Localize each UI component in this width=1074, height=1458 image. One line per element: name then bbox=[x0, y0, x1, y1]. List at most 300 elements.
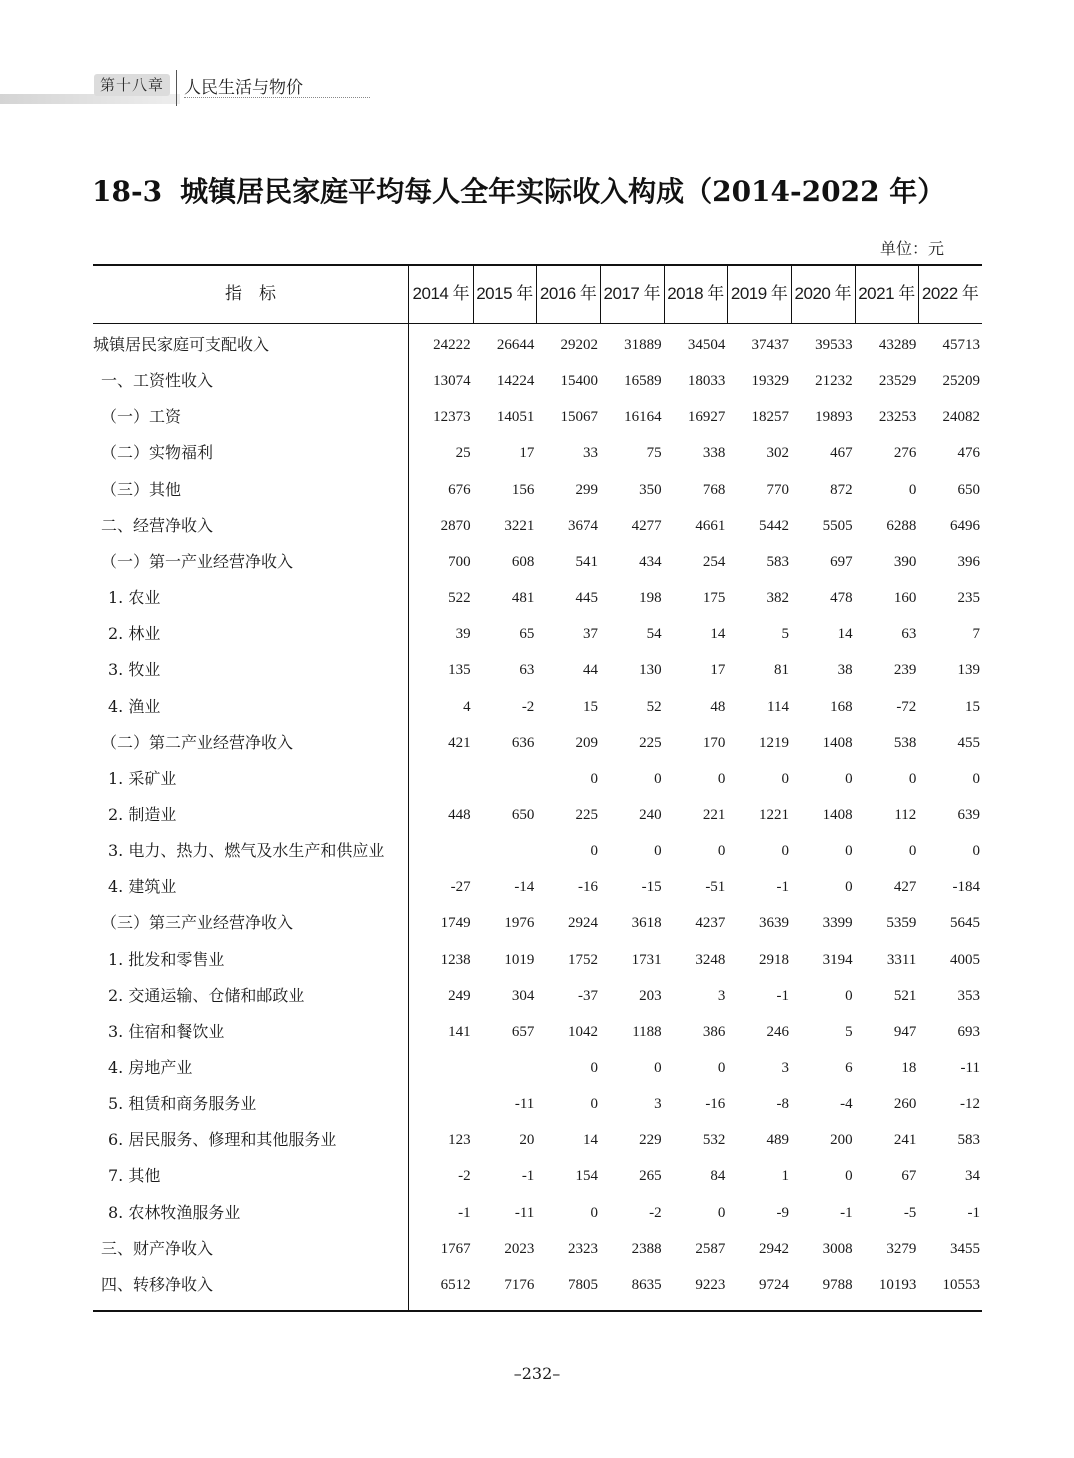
table-cell: 14 bbox=[837, 626, 853, 643]
table-cell: 0 bbox=[590, 843, 598, 860]
table-cell: 241 bbox=[893, 1132, 917, 1149]
page-number: –232– bbox=[513, 1364, 561, 1383]
table-cell: 3455 bbox=[949, 1240, 980, 1257]
table-row bbox=[93, 761, 982, 797]
year-column-divider bbox=[855, 265, 856, 323]
table-cell bbox=[409, 1086, 471, 1122]
table-cell: 583 bbox=[766, 553, 789, 570]
table-cell: 0 bbox=[845, 987, 853, 1004]
table-cell bbox=[473, 761, 535, 797]
table-cell: 2942 bbox=[758, 1240, 789, 1257]
table-cell: 13074 bbox=[433, 373, 471, 390]
table-cell: 16164 bbox=[624, 409, 662, 426]
table-cell: 3248 bbox=[695, 951, 726, 968]
table-cell: 697 bbox=[830, 553, 853, 570]
row-label: （一）第一产业经营净收入 bbox=[101, 551, 294, 571]
table-cell: 538 bbox=[893, 734, 917, 751]
table-cell: 170 bbox=[702, 734, 726, 751]
row-label: 四、转移净收入 bbox=[101, 1274, 214, 1294]
table-cell: 19893 bbox=[815, 409, 853, 426]
table-cell: 3 bbox=[654, 1096, 662, 1113]
table-cell: 353 bbox=[957, 987, 980, 1004]
table-cell: 249 bbox=[448, 987, 471, 1004]
row-label: 3. 牧业 bbox=[108, 660, 161, 680]
table-cell: 10553 bbox=[942, 1276, 980, 1293]
table-cell: 4 bbox=[463, 698, 471, 715]
table-cell: 43289 bbox=[878, 337, 917, 353]
header-dotted-rule bbox=[184, 97, 370, 98]
table-cell: 0 bbox=[781, 843, 789, 860]
table-cell: 5 bbox=[781, 626, 789, 643]
table-cell: 0 bbox=[908, 770, 917, 787]
table-cell: 390 bbox=[893, 553, 917, 570]
table-cell: -12 bbox=[959, 1096, 980, 1113]
table-cell: -1 bbox=[458, 1204, 471, 1221]
table-cell: 0 bbox=[781, 770, 789, 787]
table-cell: 481 bbox=[511, 590, 535, 607]
table-cell: 135 bbox=[448, 662, 471, 679]
unit-label: 单位：元 bbox=[880, 239, 945, 258]
table-cell: 650 bbox=[511, 806, 535, 823]
table-cell: 265 bbox=[639, 1168, 662, 1185]
table-row bbox=[93, 797, 982, 833]
table-cell: -2 bbox=[458, 1168, 471, 1185]
table-cell: 3279 bbox=[886, 1240, 917, 1257]
row-label: 8. 农林牧渔服务业 bbox=[108, 1202, 241, 1222]
table-cell: 445 bbox=[575, 590, 598, 607]
table-cell: 4277 bbox=[631, 517, 662, 534]
table-cell: 17 bbox=[519, 445, 535, 462]
table-cell: 3 bbox=[717, 987, 726, 1004]
table-cell: 302 bbox=[766, 445, 789, 462]
table-cell: 1976 bbox=[504, 915, 535, 932]
table-cell: 0 bbox=[717, 770, 726, 787]
table-cell: 768 bbox=[702, 481, 726, 498]
table-cell: 114 bbox=[767, 698, 789, 715]
row-label: （一）工资 bbox=[101, 407, 182, 427]
table-cell: 350 bbox=[639, 481, 662, 498]
table-cell: 9223 bbox=[695, 1276, 726, 1293]
table-cell: 37437 bbox=[751, 337, 789, 353]
table-cell: 2388 bbox=[631, 1240, 662, 1257]
row-label: 1. 农业 bbox=[108, 588, 161, 608]
table-cell: 168 bbox=[830, 698, 853, 715]
year-header: 2015 年 bbox=[476, 284, 533, 303]
table-cell: 0 bbox=[717, 1060, 726, 1076]
table-cell: 4661 bbox=[695, 517, 726, 534]
table-cell: 0 bbox=[590, 1060, 598, 1076]
table-cell: 25209 bbox=[942, 373, 980, 390]
table-cell: 304 bbox=[511, 987, 535, 1004]
table-cell: 156 bbox=[511, 481, 535, 498]
table-cell: 583 bbox=[957, 1132, 980, 1149]
table-cell: 3194 bbox=[822, 951, 853, 968]
year-header: 2014 年 bbox=[412, 284, 470, 303]
table-cell: 24082 bbox=[942, 409, 980, 426]
chapter-badge: 第十八章 bbox=[94, 74, 170, 96]
row-label: 4. 建筑业 bbox=[108, 877, 177, 897]
table-cell bbox=[409, 1050, 471, 1086]
table-cell: 650 bbox=[957, 481, 980, 498]
table-cell: -72 bbox=[896, 698, 917, 715]
table-cell: -11 bbox=[514, 1204, 535, 1221]
table-cell: 1221 bbox=[758, 806, 789, 823]
year-header: 2016 年 bbox=[539, 284, 597, 303]
table-cell: -16 bbox=[705, 1096, 726, 1113]
row-label: （三）第三产业经营净收入 bbox=[101, 913, 294, 933]
table-cell: 26644 bbox=[496, 337, 535, 353]
table-cell: 14 bbox=[582, 1132, 598, 1149]
table-cell: 0 bbox=[845, 843, 853, 860]
table-cell: 639 bbox=[957, 806, 980, 823]
table-cell: 198 bbox=[639, 590, 662, 607]
table-cell: 203 bbox=[639, 987, 662, 1004]
year-column-divider bbox=[791, 265, 792, 323]
table-cell: 1238 bbox=[440, 951, 471, 968]
table-cell: 16927 bbox=[687, 409, 726, 426]
table-cell: 0 bbox=[845, 1168, 853, 1185]
year-header: 2018 年 bbox=[667, 284, 724, 303]
table-cell: 6 bbox=[845, 1060, 853, 1076]
table-header-indicator: 指 标 bbox=[225, 284, 276, 304]
table-cell: 7805 bbox=[567, 1276, 598, 1293]
table-cell: -1 bbox=[776, 987, 789, 1004]
table-row bbox=[93, 652, 982, 688]
table-cell: 14224 bbox=[496, 373, 535, 390]
table-cell: 448 bbox=[448, 806, 471, 823]
table-row bbox=[93, 472, 982, 508]
table-cell: 45713 bbox=[942, 337, 980, 353]
table-cell: 1408 bbox=[822, 806, 853, 823]
year-header: 2017 年 bbox=[603, 284, 661, 303]
row-label: 三、财产净收入 bbox=[101, 1238, 214, 1258]
year-column-divider bbox=[918, 265, 919, 323]
row-label: 6. 居民服务、修理和其他服务业 bbox=[108, 1130, 337, 1150]
table-row bbox=[93, 1050, 982, 1086]
table-cell: -51 bbox=[705, 879, 726, 896]
table-row bbox=[93, 689, 982, 725]
table-cell: -1 bbox=[521, 1168, 535, 1185]
row-label: 7. 其他 bbox=[108, 1166, 161, 1186]
table-cell: 9788 bbox=[822, 1276, 853, 1293]
table-cell: 0 bbox=[717, 843, 726, 860]
table-cell: 5505 bbox=[822, 517, 853, 534]
row-label: 二、经营净收入 bbox=[101, 515, 214, 535]
table-cell: 7 bbox=[972, 626, 980, 643]
year-column-divider bbox=[727, 265, 728, 323]
table-cell: 15 bbox=[582, 698, 598, 715]
table-cell: 5359 bbox=[886, 915, 917, 932]
table-cell: 4005 bbox=[949, 951, 980, 968]
table-cell: 31889 bbox=[624, 337, 662, 353]
table-cell: 421 bbox=[448, 734, 471, 751]
table-cell: 872 bbox=[830, 481, 853, 498]
row-label: 2. 制造业 bbox=[108, 804, 177, 824]
table-cell: 34504 bbox=[687, 337, 726, 353]
table-cell: 63 bbox=[519, 662, 535, 679]
table-cell: 17 bbox=[710, 662, 726, 679]
table-cell: 44 bbox=[582, 662, 598, 679]
table-cell: 0 bbox=[908, 481, 917, 498]
table-row bbox=[93, 508, 982, 544]
table-cell: 2870 bbox=[440, 517, 471, 534]
header-divider bbox=[176, 70, 177, 106]
table-row bbox=[93, 399, 982, 435]
table-title bbox=[92, 170, 945, 210]
table-cell: 3311 bbox=[886, 951, 917, 968]
table-cell: 15 bbox=[964, 698, 980, 715]
table-cell: -11 bbox=[960, 1060, 980, 1076]
section-title: 人民生活与物价 bbox=[184, 78, 303, 98]
table-cell: 0 bbox=[972, 843, 980, 860]
table-cell: 2924 bbox=[567, 915, 598, 932]
table-cell: 65 bbox=[519, 626, 535, 643]
table-cell: 1731 bbox=[631, 951, 662, 968]
table-cell: 15067 bbox=[560, 409, 598, 426]
row-label: （三）其他 bbox=[101, 479, 182, 499]
table-cell: 123 bbox=[448, 1132, 471, 1149]
table-cell: 3674 bbox=[567, 517, 598, 534]
table-cell: 2587 bbox=[695, 1240, 726, 1257]
table-cell: 1752 bbox=[567, 951, 598, 968]
table-cell: 154 bbox=[575, 1168, 598, 1185]
table-cell: 229 bbox=[639, 1132, 662, 1149]
row-label: 4. 渔业 bbox=[108, 696, 161, 716]
table-cell: -11 bbox=[514, 1096, 535, 1113]
row-label: 3. 住宿和餐饮业 bbox=[108, 1021, 225, 1041]
table-cell: -27 bbox=[450, 879, 471, 896]
table-row bbox=[93, 905, 982, 941]
table-cell: 608 bbox=[511, 553, 535, 570]
table-row bbox=[93, 942, 982, 978]
table-cell: 209 bbox=[575, 734, 598, 751]
table-cell: 455 bbox=[957, 734, 980, 751]
table-cell: -1 bbox=[967, 1204, 980, 1221]
table-cell bbox=[473, 1050, 535, 1086]
table-row bbox=[93, 1195, 982, 1231]
table-cell: -15 bbox=[641, 879, 662, 896]
table-cell: 770 bbox=[766, 481, 789, 498]
table-cell: 1 bbox=[781, 1168, 789, 1185]
table-cell: 34 bbox=[964, 1168, 980, 1185]
year-header: 2019 年 bbox=[730, 284, 788, 303]
table-cell: 3618 bbox=[631, 915, 662, 932]
table-cell: -4 bbox=[840, 1096, 853, 1113]
table-cell: 200 bbox=[830, 1132, 853, 1149]
year-header: 2020 年 bbox=[794, 284, 852, 303]
row-label: 2. 交通运输、仓储和邮政业 bbox=[108, 985, 305, 1005]
table-cell: 12373 bbox=[433, 409, 471, 426]
table-cell: -1 bbox=[840, 1204, 853, 1221]
table-cell: 6496 bbox=[949, 517, 980, 534]
table-row bbox=[93, 544, 982, 580]
table-cell: 9724 bbox=[758, 1276, 789, 1293]
table-cell: 141 bbox=[448, 1023, 471, 1040]
table-cell: 14051 bbox=[496, 409, 535, 426]
table-row bbox=[93, 327, 982, 363]
table-cell: 396 bbox=[957, 553, 980, 570]
table-cell: 0 bbox=[908, 843, 917, 860]
table-row bbox=[93, 616, 982, 652]
table-cell: 947 bbox=[893, 1023, 917, 1040]
table-cell: 18257 bbox=[751, 409, 789, 426]
table-cell: 0 bbox=[590, 1204, 598, 1221]
table-cell: 467 bbox=[830, 445, 853, 462]
table-cell: 3399 bbox=[822, 915, 853, 932]
table-cell: 386 bbox=[702, 1023, 726, 1040]
table-cell: 240 bbox=[639, 806, 662, 823]
table-bottom-rule bbox=[93, 1310, 982, 1312]
table-cell: 239 bbox=[893, 662, 917, 679]
table-row bbox=[93, 1267, 982, 1303]
row-label: 3. 电力、热力、燃气及水生产和供应业 bbox=[108, 841, 385, 861]
table-cell: 67 bbox=[901, 1168, 917, 1185]
row-label: 2. 林业 bbox=[108, 624, 161, 644]
row-label: 一、工资性收入 bbox=[101, 371, 214, 391]
table-cell: -9 bbox=[776, 1204, 789, 1221]
table-row bbox=[93, 1158, 982, 1194]
table-cell: 4237 bbox=[695, 915, 726, 932]
table-cell: -2 bbox=[649, 1204, 662, 1221]
table-cell: 235 bbox=[957, 590, 980, 607]
table-cell: 14 bbox=[710, 626, 726, 643]
table-cell: 1749 bbox=[440, 915, 471, 932]
table-row bbox=[93, 435, 982, 471]
table-cell: 5 bbox=[845, 1023, 853, 1040]
table-cell: 676 bbox=[448, 481, 471, 498]
row-label: 5. 租赁和商务服务业 bbox=[108, 1094, 257, 1114]
table-cell: 48 bbox=[710, 698, 726, 715]
table-cell: 24222 bbox=[433, 337, 471, 353]
table-cell: 39 bbox=[455, 626, 471, 643]
table-cell: 657 bbox=[511, 1023, 535, 1040]
table-cell: -8 bbox=[776, 1096, 789, 1113]
table-cell: 225 bbox=[639, 734, 662, 751]
table-cell: 21232 bbox=[815, 373, 853, 390]
table-cell: 0 bbox=[654, 843, 662, 860]
row-label: （二）实物福利 bbox=[101, 443, 214, 463]
table-cell: -16 bbox=[577, 879, 598, 896]
table-cell: 52 bbox=[646, 698, 662, 715]
table-cell: 427 bbox=[893, 879, 917, 896]
table-cell: 29202 bbox=[560, 337, 598, 353]
table-cell: 175 bbox=[702, 590, 726, 607]
table-cell: 254 bbox=[702, 553, 726, 570]
year-column-divider bbox=[536, 265, 537, 323]
table-cell: 25 bbox=[455, 445, 471, 462]
table-cell: 0 bbox=[845, 879, 853, 896]
table-cell: 338 bbox=[702, 445, 726, 462]
table-cell: 2918 bbox=[758, 951, 789, 968]
table-row bbox=[93, 869, 982, 905]
table-cell: 246 bbox=[766, 1023, 789, 1040]
table-cell: 1019 bbox=[504, 951, 535, 968]
table-cell: 75 bbox=[646, 445, 662, 462]
table-cell: 37 bbox=[582, 626, 598, 643]
table-cell: 0 bbox=[590, 770, 598, 787]
table-cell: 18 bbox=[901, 1060, 917, 1076]
table-cell: 0 bbox=[972, 770, 980, 787]
table-row bbox=[93, 978, 982, 1014]
row-label: （二）第二产业经营净收入 bbox=[101, 732, 294, 752]
table-cell: -2 bbox=[521, 698, 535, 715]
table-cell: 1767 bbox=[440, 1240, 471, 1257]
table-cell: 225 bbox=[575, 806, 598, 823]
table-cell: 260 bbox=[893, 1096, 917, 1113]
table-cell: -5 bbox=[903, 1204, 917, 1221]
table-cell: 84 bbox=[710, 1168, 726, 1185]
table-cell: 0 bbox=[654, 1060, 662, 1076]
table-cell: 489 bbox=[766, 1132, 789, 1149]
table-cell: 700 bbox=[448, 553, 471, 570]
row-label: 1. 批发和零售业 bbox=[108, 949, 225, 969]
table-cell: 299 bbox=[575, 481, 598, 498]
table-cell: 5442 bbox=[758, 517, 789, 534]
table-cell: 541 bbox=[575, 553, 598, 570]
table-cell: 23253 bbox=[878, 409, 917, 426]
table-cell: 1219 bbox=[758, 734, 789, 751]
table-cell: 54 bbox=[646, 626, 662, 643]
table-row bbox=[93, 1231, 982, 1267]
table-cell: 23529 bbox=[878, 373, 917, 390]
table-cell: 2323 bbox=[567, 1240, 598, 1257]
table-cell: -37 bbox=[577, 987, 598, 1004]
table-cell: 19329 bbox=[751, 373, 789, 390]
table-number: 18-3 bbox=[92, 175, 163, 208]
table-row bbox=[93, 833, 982, 869]
table-cell: 5645 bbox=[949, 915, 980, 932]
table-cell: -14 bbox=[514, 879, 535, 896]
table-cell: 6288 bbox=[886, 517, 917, 534]
table-cell: 160 bbox=[893, 590, 917, 607]
table-cell: 693 bbox=[957, 1023, 980, 1040]
table-cell: 276 bbox=[893, 445, 917, 462]
year-column-divider bbox=[600, 265, 601, 323]
table-cell: -1 bbox=[776, 879, 789, 896]
table-cell: 38 bbox=[837, 662, 853, 679]
table-cell: -184 bbox=[952, 879, 980, 896]
table-cell: 2023 bbox=[504, 1240, 535, 1257]
table-cell: 6512 bbox=[440, 1276, 471, 1293]
table-cell: 20 bbox=[519, 1132, 535, 1149]
table-cell: 7176 bbox=[504, 1276, 535, 1293]
row-label: 城镇居民家庭可支配收入 bbox=[93, 335, 270, 354]
year-header: 2022 年 bbox=[921, 284, 979, 303]
table-cell: 112 bbox=[894, 806, 917, 823]
table-cell bbox=[409, 761, 471, 797]
table-row bbox=[93, 725, 982, 761]
table-cell: 3221 bbox=[504, 517, 535, 534]
table-cell: 33 bbox=[582, 445, 598, 462]
table-row bbox=[93, 1014, 982, 1050]
table-cell: 3 bbox=[781, 1060, 789, 1076]
table-cell bbox=[473, 833, 535, 869]
table-cell: 10193 bbox=[878, 1276, 917, 1293]
year-column-divider bbox=[473, 265, 474, 323]
row-label: 4. 房地产业 bbox=[108, 1058, 193, 1077]
row-label: 1. 采矿业 bbox=[108, 768, 177, 788]
table-cell bbox=[409, 833, 471, 869]
table-row bbox=[93, 363, 982, 399]
table-cell: 15400 bbox=[560, 373, 598, 390]
table-row bbox=[93, 580, 982, 616]
table-cell: 63 bbox=[901, 626, 917, 643]
table-cell: 0 bbox=[590, 1096, 598, 1113]
table-title-text: 城镇居民家庭平均每人全年实际收入构成（2014-2022 年） bbox=[180, 175, 946, 208]
table-cell: 139 bbox=[957, 662, 980, 679]
table-row bbox=[93, 1122, 982, 1158]
table-cell: 521 bbox=[893, 987, 917, 1004]
